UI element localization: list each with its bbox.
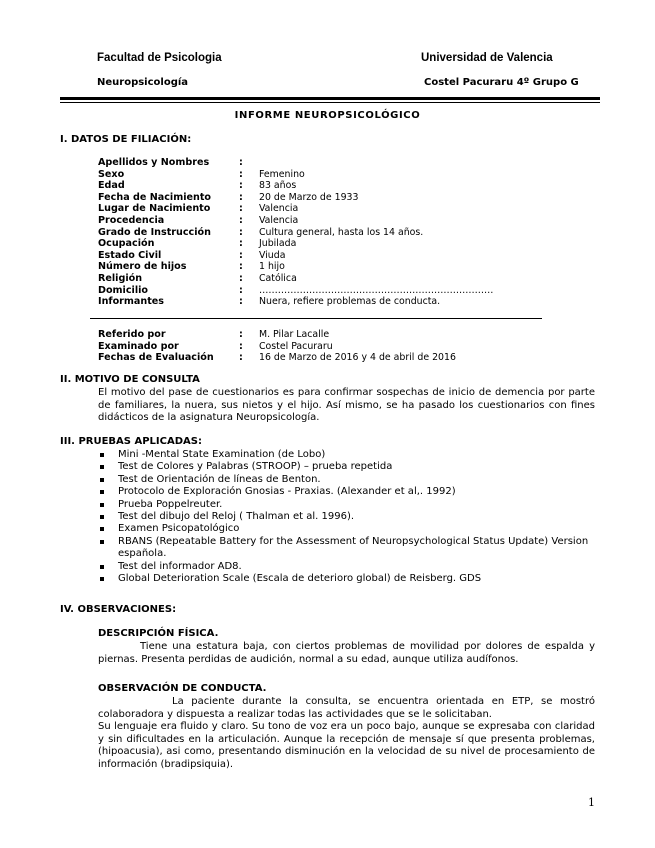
field-value: 16 de Marzo de 2016 y 4 de abril de 2016 — [259, 352, 456, 364]
prueba-item — [100, 499, 600, 511]
field-colon: : — [239, 261, 243, 273]
field-colon: : — [239, 168, 243, 180]
field-label: Edad — [98, 180, 125, 192]
field-colon: : — [239, 238, 243, 250]
field-colon: : — [239, 191, 243, 203]
field-value: Femenino — [259, 168, 305, 180]
prueba-item — [100, 511, 600, 523]
section-motivo-heading: II. MOTIVO DE CONSULTA — [60, 374, 200, 385]
section-filiacion-heading: I. DATOS DE FILIACIÓN: — [60, 134, 192, 145]
faculty-header: Facultad de Psicologia — [97, 52, 222, 64]
field-colon: : — [239, 249, 243, 261]
conducta-heading: OBSERVACIÓN DE CONDUCTA. — [98, 683, 267, 694]
prueba-text: Prueba Poppelreuter. — [118, 498, 223, 510]
field-colon: : — [239, 272, 243, 284]
header-rule-thin — [60, 102, 600, 103]
bullet-icon — [100, 503, 104, 507]
bullet-icon — [100, 490, 104, 494]
field-value: Cultura general, hasta los 14 años. — [259, 226, 424, 238]
bullet-icon — [100, 577, 104, 581]
field-value: 20 de Marzo de 1933 — [259, 191, 359, 203]
prueba-item — [100, 561, 600, 573]
section-pruebas-heading: III. PRUEBAS APLICADAS: — [60, 436, 202, 447]
prueba-text: Protocolo de Exploración Gnosias - Praxias. (Alexander et al,. 1992) — [118, 486, 456, 498]
report-title: INFORME NEUROPSICOLÓGICO — [234, 110, 421, 121]
field-label: Fechas de Evaluación — [98, 352, 214, 364]
field-colon: : — [239, 157, 243, 168]
prueba-text: Test de Colores y Palabras (STROOP) – prueba repetida — [118, 461, 393, 473]
prueba-item — [100, 449, 600, 461]
field-colon: : — [239, 284, 243, 296]
page-number: 1 — [588, 796, 595, 809]
conducta-paragraph-2: Su lenguaje era fluido y claro. Su tono de voz era un poco bajo, aunque se expresaba con claridad y sin dificultades en la articulación. Aunque la recepción de mensaje sí que presenta problemas, (hipoacusia), asi como, presentando disminución en la velocidad de su nivel de procesamiento de información (bradipsiquia). — [98, 721, 595, 771]
field-value: Jubilada — [259, 238, 297, 250]
field-label: Referido por — [98, 329, 166, 340]
field-value: Nuera, refiere problemas de conducta. — [259, 296, 441, 308]
prueba-item — [100, 573, 600, 585]
prueba-text: Mini -Mental State Examination (de Lobo) — [118, 449, 326, 460]
prueba-text: RBANS (Repeatable Battery for the Assessment of Neuropsychological Status Update) Version española. — [118, 535, 589, 560]
conducta-paragraph-1: La paciente durante la consulta, se encuentra orientada en ETP, se mostró colaboradora y dispuesta a realizar todas las actividades que se le solicitaban. — [98, 696, 595, 720]
prueba-text: Test del dibujo del Reloj ( Thalman et al. 1996). — [118, 511, 355, 523]
header-rule — [60, 97, 600, 100]
bullet-icon — [100, 465, 104, 469]
prueba-text: Global Deterioration Scale (Escala de deterioro global) de Reisberg. GDS — [118, 573, 482, 585]
field-colon: : — [239, 329, 243, 340]
descripcion-heading: DESCRIPCIÓN FÍSICA. — [98, 628, 219, 639]
field-label: Grado de Instrucción — [98, 226, 211, 238]
field-label: Examinado por — [98, 340, 179, 352]
descripcion-paragraph: Tiene una estatura baja, con ciertos problemas de movilidad por dolores de espalda y piernas. Presenta perdidas de audición, normal a su edad, aunque utiliza audífonos. — [98, 641, 595, 665]
field-value: 1 hijo — [259, 261, 285, 273]
field-value: ………………………………………………………………… — [259, 284, 494, 296]
field-colon: : — [239, 214, 243, 226]
field-value: Valencia — [259, 214, 299, 226]
bullet-icon — [100, 527, 104, 531]
bullet-icon — [100, 453, 104, 457]
field-value: Católica — [259, 272, 297, 284]
field-value: M. Pilar Lacalle — [259, 329, 330, 340]
separator-line — [90, 318, 542, 319]
prueba-item — [100, 461, 600, 473]
field-label: Informantes — [98, 296, 164, 308]
field-colon: : — [239, 340, 243, 352]
prueba-text: Test del informador AD8. — [118, 560, 242, 572]
field-label: Sexo — [98, 168, 125, 180]
field-colon: : — [239, 226, 243, 238]
field-label: Apellidos y Nombres — [98, 157, 210, 168]
prueba-text: Examen Psicopatológico — [118, 523, 240, 535]
field-label: Domicilio — [98, 284, 148, 296]
subject-header: Neuropsicología — [97, 77, 189, 88]
author-header: Costel Pacuraru 4º Grupo G — [424, 77, 579, 88]
prueba-item — [100, 536, 600, 561]
pruebas-list — [100, 449, 600, 585]
bullet-icon — [100, 515, 104, 519]
field-label: Ocupación — [98, 238, 155, 250]
bullet-icon — [100, 478, 104, 482]
field-colon: : — [239, 180, 243, 192]
field-label: Religión — [98, 272, 143, 284]
bullet-icon — [100, 540, 104, 544]
field-value: Viuda — [259, 249, 286, 261]
prueba-item — [100, 486, 600, 498]
field-colon: : — [239, 352, 243, 364]
section-observaciones-heading: IV. OBSERVACIONES: — [60, 604, 177, 615]
field-label: Número de hijos — [98, 261, 187, 273]
prueba-item — [100, 474, 600, 486]
field-label: Procedencia — [98, 214, 165, 226]
prueba-item — [100, 523, 600, 535]
field-value: Costel Pacuraru — [259, 340, 333, 352]
field-label: Fecha de Nacimiento — [98, 191, 211, 203]
bullet-icon — [100, 565, 104, 569]
field-label: Lugar de Nacimiento — [98, 203, 211, 215]
field-colon: : — [239, 203, 243, 215]
prueba-text: Test de Orientación de líneas de Benton. — [118, 473, 321, 485]
motivo-paragraph: El motivo del pase de cuestionarios es para confirmar sospechas de inicio de demencia por parte de familiares, la nuera, sus nietos y el hijo. Así mismo, se ha pasado los cuestionarios con fines didácticos de la asignatura Neuropsicología. — [98, 387, 595, 424]
field-value: 83 años — [259, 180, 297, 192]
field-label: Estado Civil — [98, 249, 162, 261]
field-value: Valencia — [259, 203, 299, 215]
university-header: Universidad de Valencia — [421, 52, 553, 64]
field-colon: : — [239, 296, 243, 308]
